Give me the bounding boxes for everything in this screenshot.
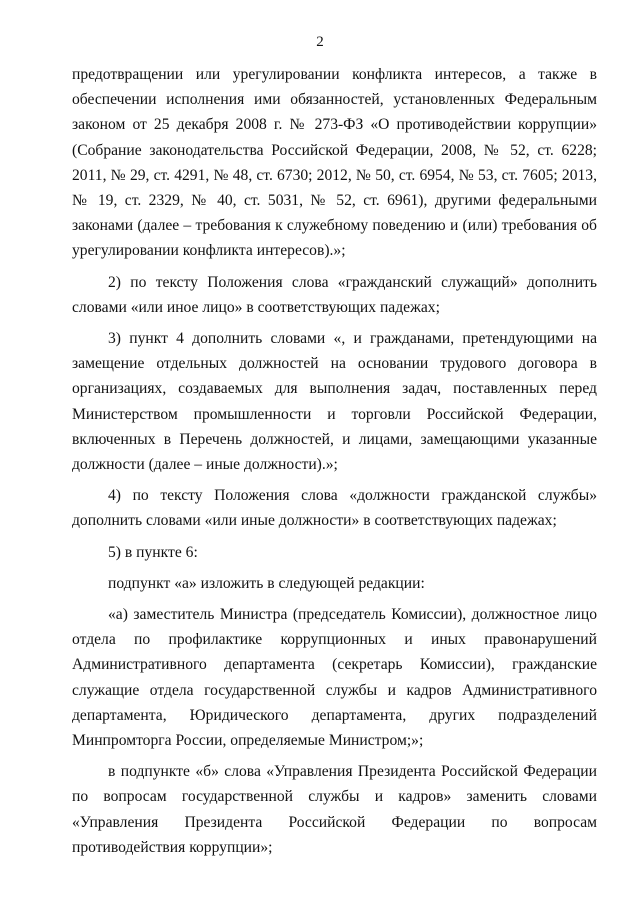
document-body: [72, 62, 597, 860]
page-number: 2: [316, 34, 324, 50]
paragraph-continuation: предотвращении или урегулировании конфликта интересов, а также в обеспечении исполнения ими обязанностей, установленных Федеральным законом от 25 декабря 2008 г. № 273-ФЗ «О противодействии коррупции» (Собрание законодательства Российской Федерации, 2008, № 52, ст. 6228; 2011, № 29, ст. 4291, № 48, ст. 6730; 2012, № 50, ст. 6954, № 53, ст. 7605; 2013, № 19, ст. 2329, № 40, ст. 5031, № 52, ст. 6961), другими федеральными законами (далее – требования к служебному поведению и (или) требования об урегулировании конфликта интересов).»;: [72, 66, 597, 260]
paragraph-item-5: 5) в пункте 6:: [108, 543, 198, 561]
paragraph-subitem-b: в подпункте «б» слова «Управления Президента Российской Федерации по вопросам государственной службы и кадров» заменить словами «Управления Президента Российской Федерации по вопросам противодействия коррупции»;: [72, 763, 597, 856]
paragraph-item-2: 2) по тексту Положения слова «гражданский служащий» дополнить словами «или иное лицо» в соответствующих падежах;: [72, 273, 597, 316]
paragraph-subitem-a-intro: подпункт «а» изложить в следующей редакции:: [108, 574, 425, 592]
paragraph-item-4: 4) по тексту Положения слова «должности гражданской службы» дополнить словами «или иные должности» в соответствующих падежах;: [72, 487, 597, 530]
paragraph-subitem-a-text: «а) заместитель Министра (председатель Комиссии), должностное лицо отдела по профилактике коррупционных и иных правонарушений Административного департамента (секретарь Комиссии), гражданские служащие отдела государственной службы и кадров Административного департамента, Юридического департамента, других подразделений Минпромторга России, определяемые Министром;»;: [72, 606, 597, 750]
paragraph-item-3: 3) пункт 4 дополнить словами «, и гражданами, претендующими на замещение отдельных должностей на основании трудового договора в организациях, создаваемых для выполнения задач, поставленных перед Министерством промышленности и торговли Российской Федерации, включенных в Перечень должностей, и лицами, замещающими указанные должности (далее – иные должности).»;: [72, 330, 597, 474]
